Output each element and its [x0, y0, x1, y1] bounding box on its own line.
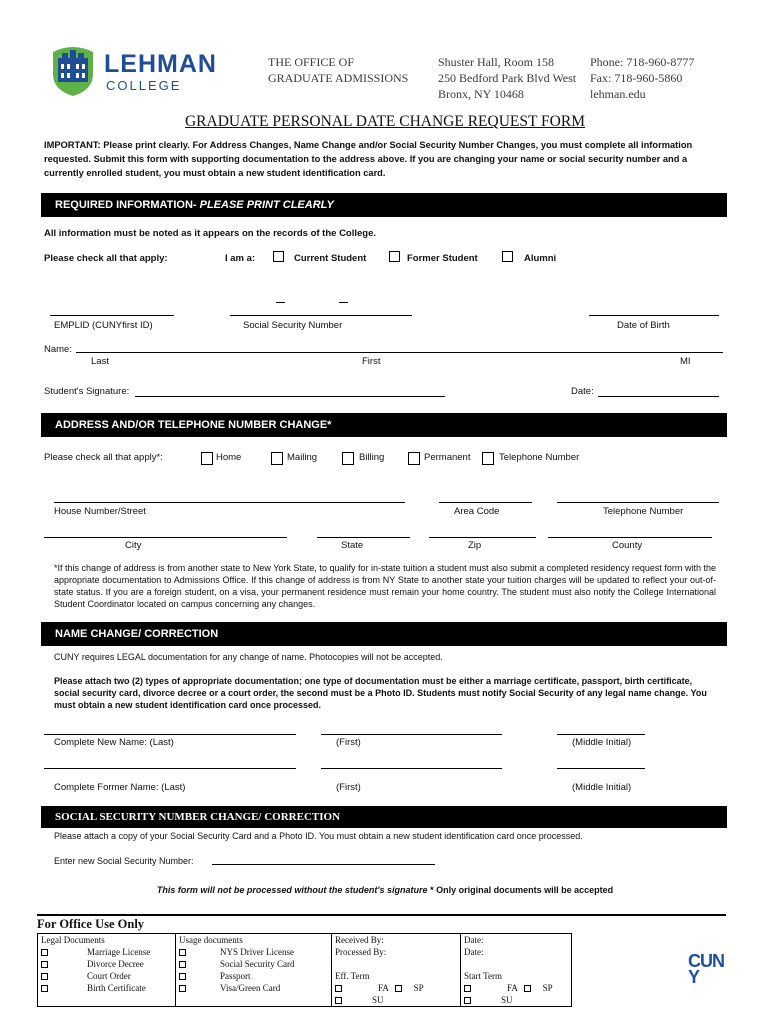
dates-cell [461, 934, 572, 1007]
new-last-label: Complete New Name: (Last) [54, 737, 174, 748]
billing-checkbox[interactable] [342, 452, 354, 465]
start-su-option [464, 994, 568, 1006]
new-last-field[interactable] [44, 734, 296, 735]
lehman-logo [50, 44, 235, 96]
house-label: House Number/Street [54, 506, 146, 517]
emplid-field[interactable] [50, 315, 174, 316]
required-info-label: REQUIRED INFORMATION- [55, 199, 200, 211]
cuny-logo-text: CUNY [688, 951, 724, 987]
passport-label: Passport [220, 971, 251, 981]
logo-subtitle: COLLEGE [106, 78, 182, 93]
legal-documents-heading: Legal Documents [41, 935, 105, 945]
office-name: THE OFFICE OF GRADUATE ADMISSIONS [268, 55, 409, 85]
nys-license-checkbox[interactable] [179, 949, 186, 956]
usage-documents-cell [176, 934, 332, 1007]
current-student-checkbox[interactable] [273, 251, 284, 262]
eff-su-option [335, 994, 457, 1006]
divorce-decree-item [41, 958, 172, 970]
county-label: County [612, 540, 643, 551]
form-title: GRADUATE PERSONAL DATE CHANGE REQUEST FORM [184, 113, 585, 130]
address-change-header: ADDRESS AND/OR TELEPHONE NUMBER CHANGE* [41, 413, 727, 437]
court-order-label: Court Order [87, 971, 131, 981]
signature-field[interactable] [135, 396, 445, 397]
former-student-label: Former Student [407, 253, 478, 264]
name-field[interactable] [76, 352, 723, 353]
start-sp-checkbox[interactable] [524, 985, 531, 992]
required-info-emphasis: PLEASE PRINT CLEARLY [199, 199, 334, 211]
telephone-checkbox[interactable] [482, 452, 494, 465]
former-middle-field[interactable] [557, 768, 645, 769]
records-note: All information must be noted as it appears on the records of the College. [44, 228, 377, 239]
area-code-label: Area Code [454, 506, 500, 517]
house-field[interactable] [54, 502, 405, 503]
eff-fa-checkbox[interactable] [335, 985, 342, 992]
former-first-field[interactable] [321, 768, 502, 769]
processed-by-label: Processed By: [335, 947, 387, 957]
eff-fa-label: FA [378, 983, 389, 993]
date-field[interactable] [598, 396, 719, 397]
telephone-number-label: Telephone Number [603, 506, 684, 517]
start-su-checkbox[interactable] [464, 997, 471, 1004]
dob-field[interactable] [589, 315, 719, 316]
date-label: Date: [571, 386, 594, 397]
ssn-change-note: Please attach a copy of your Social Security Card and a Photo ID. You must obtain a new student identification card once processed. [54, 831, 583, 841]
new-ssn-field[interactable] [212, 864, 435, 865]
area-code-field[interactable] [439, 502, 532, 503]
zip-label: Zip [468, 540, 482, 551]
received-date-label: Date: [464, 935, 484, 945]
city-label: City [125, 540, 142, 551]
eff-su-checkbox[interactable] [335, 997, 342, 1004]
former-first-label: (First) [336, 782, 361, 793]
eff-sp-label: SP [413, 983, 424, 993]
court-order-item [41, 970, 172, 982]
mi-label: MI [680, 356, 691, 367]
former-last-label: Complete Former Name: (Last) [54, 782, 186, 793]
mailing-label: Mailing [287, 452, 318, 463]
visa-checkbox[interactable] [179, 985, 186, 992]
birth-certificate-item [41, 982, 172, 994]
start-term-options [464, 982, 568, 994]
signature-label: Student's Signature: [44, 386, 130, 397]
name-change-header: NAME CHANGE/ CORRECTION [41, 622, 727, 646]
birth-certificate-checkbox[interactable] [41, 985, 48, 992]
name-label: Name: [44, 344, 72, 355]
office-use-title: For Office Use Only [37, 917, 145, 931]
first-label: First [362, 356, 381, 367]
address-check-label: Please check all that apply*: [44, 452, 163, 463]
start-fa-label: FA [507, 983, 518, 993]
mailing-checkbox[interactable] [271, 452, 283, 465]
marriage-license-label: Marriage License [87, 947, 151, 957]
county-field[interactable] [548, 537, 712, 538]
eff-su-label: SU [372, 995, 384, 1005]
eff-term-label: Eff. Term [335, 971, 370, 981]
nys-license-item [179, 946, 328, 958]
eff-sp-checkbox[interactable] [395, 985, 402, 992]
ss-card-label: Social Security Card [220, 959, 295, 969]
start-fa-checkbox[interactable] [464, 985, 471, 992]
usage-documents-heading: Usage documents [179, 935, 243, 945]
required-info-header [41, 193, 727, 217]
processed-date-label: Date: [464, 947, 484, 957]
home-label: Home [216, 452, 242, 463]
processing-note [0, 884, 770, 896]
birth-certificate-label: Birth Certificate [87, 983, 146, 993]
ss-card-checkbox[interactable] [179, 961, 186, 968]
marriage-license-item [41, 946, 172, 958]
new-first-field[interactable] [321, 734, 502, 735]
passport-item [179, 970, 328, 982]
new-middle-field[interactable] [557, 734, 645, 735]
iam-label: I am a: [225, 253, 256, 264]
start-term-label: Start Term [464, 971, 502, 981]
city-field[interactable] [44, 537, 287, 538]
state-field[interactable] [317, 537, 410, 538]
zip-field[interactable] [429, 537, 536, 538]
legal-doc-note: CUNY requires LEGAL documentation for any change of name. Photocopies will not be accepted. [54, 652, 443, 662]
new-middle-label: (Middle Initial) [572, 737, 632, 748]
start-su-label: SU [501, 995, 513, 1005]
received-by-label: Received By: [335, 935, 384, 945]
documentation-note: Please attach two (2) types of appropriate documentation; one type of documentation must be either a marriage certificate, passport, birth certificate, social security card, divorce decree or a court order, the second must be a Photo ID. Students must notify Social Security of any legal name change. You must obtain a new student identification card once processed. [54, 676, 707, 710]
nys-license-label: NYS Driver License [220, 947, 294, 957]
permanent-checkbox[interactable] [408, 452, 420, 465]
alumni-label: Alumni [524, 253, 557, 264]
permanent-label: Permanent [424, 452, 471, 463]
marriage-license-checkbox[interactable] [41, 949, 48, 956]
former-middle-label: (Middle Initial) [572, 782, 632, 793]
cuny-logo [688, 953, 724, 985]
emplid-label: EMPLID (CUNYfirst ID) [54, 320, 153, 331]
divorce-decree-checkbox[interactable] [41, 961, 48, 968]
visa-label: Visa/Green Card [220, 983, 281, 993]
lehman-emblem-icon [50, 44, 96, 96]
important-notice: IMPORTANT: Please print clearly. For Address Changes, Name Change and/or Social Security Number Changes, you must complete all information requested. Submit this form with supporting documentation to the address above. If you are changing your name or social security number and a currently enrolled student, you must obtain a new student identification card. [44, 140, 693, 178]
office-use-table [37, 933, 572, 1007]
ssn-field[interactable] [230, 315, 412, 316]
dob-label: Date of Birth [617, 320, 670, 331]
ssn-label: Social Security Number [243, 320, 343, 331]
logo-name: LEHMAN [104, 50, 217, 78]
telephone-field[interactable] [557, 502, 719, 503]
office-divider [37, 914, 726, 916]
current-student-label: Current Student [294, 253, 367, 264]
office-contact: Phone: 718-960-8777 Fax: 718-960-5860 lehman.edu [590, 55, 695, 101]
former-last-field[interactable] [44, 768, 296, 769]
legal-documents-cell [38, 934, 176, 1007]
check-all-label: Please check all that apply: [44, 253, 168, 264]
start-sp-label: SP [542, 983, 553, 993]
new-first-label: (First) [336, 737, 361, 748]
ssn-dash-2 [339, 302, 348, 303]
office-address: Shuster Hall, Room 158 250 Bedford Park Blvd West Bronx, NY 10468 [438, 55, 577, 101]
former-student-checkbox[interactable] [389, 251, 400, 262]
last-label: Last [91, 356, 109, 367]
processing-cell [332, 934, 461, 1007]
state-label: State [341, 540, 364, 551]
signature-requirement: This form will not be processed without the student's signature [156, 885, 428, 895]
passport-checkbox[interactable] [179, 973, 186, 980]
residency-note: *If this change of address is from another state to New York State, to qualify for in-state tuition a student must also submit a completed residency request form with the appropriate documentation to Admissions Office. If this change of address is from NY State to another state your tuition charges will be updated to reflect your out-of-state status. If you are a foreign student, on a visa, your permanent residence must remain your home country. The student must also notify the College International Student Coordinator located on campus concerning any changes. [54, 563, 716, 609]
eff-term-options [335, 982, 457, 994]
ssn-dash-1 [276, 302, 285, 303]
ssn-change-header: SOCIAL SECURITY NUMBER CHANGE/ CORRECTION [41, 806, 727, 828]
court-order-checkbox[interactable] [41, 973, 48, 980]
alumni-checkbox[interactable] [502, 251, 513, 262]
original-docs-note: * Only original documents will be accepted [427, 885, 614, 895]
home-checkbox[interactable] [201, 452, 213, 465]
new-ssn-label: Enter new Social Security Number: [54, 856, 194, 866]
visa-item [179, 982, 328, 994]
divorce-decree-label: Divorce Decree [87, 959, 144, 969]
telephone-label: Telephone Number [499, 452, 580, 463]
ss-card-item [179, 958, 328, 970]
billing-label: Billing [359, 452, 385, 463]
